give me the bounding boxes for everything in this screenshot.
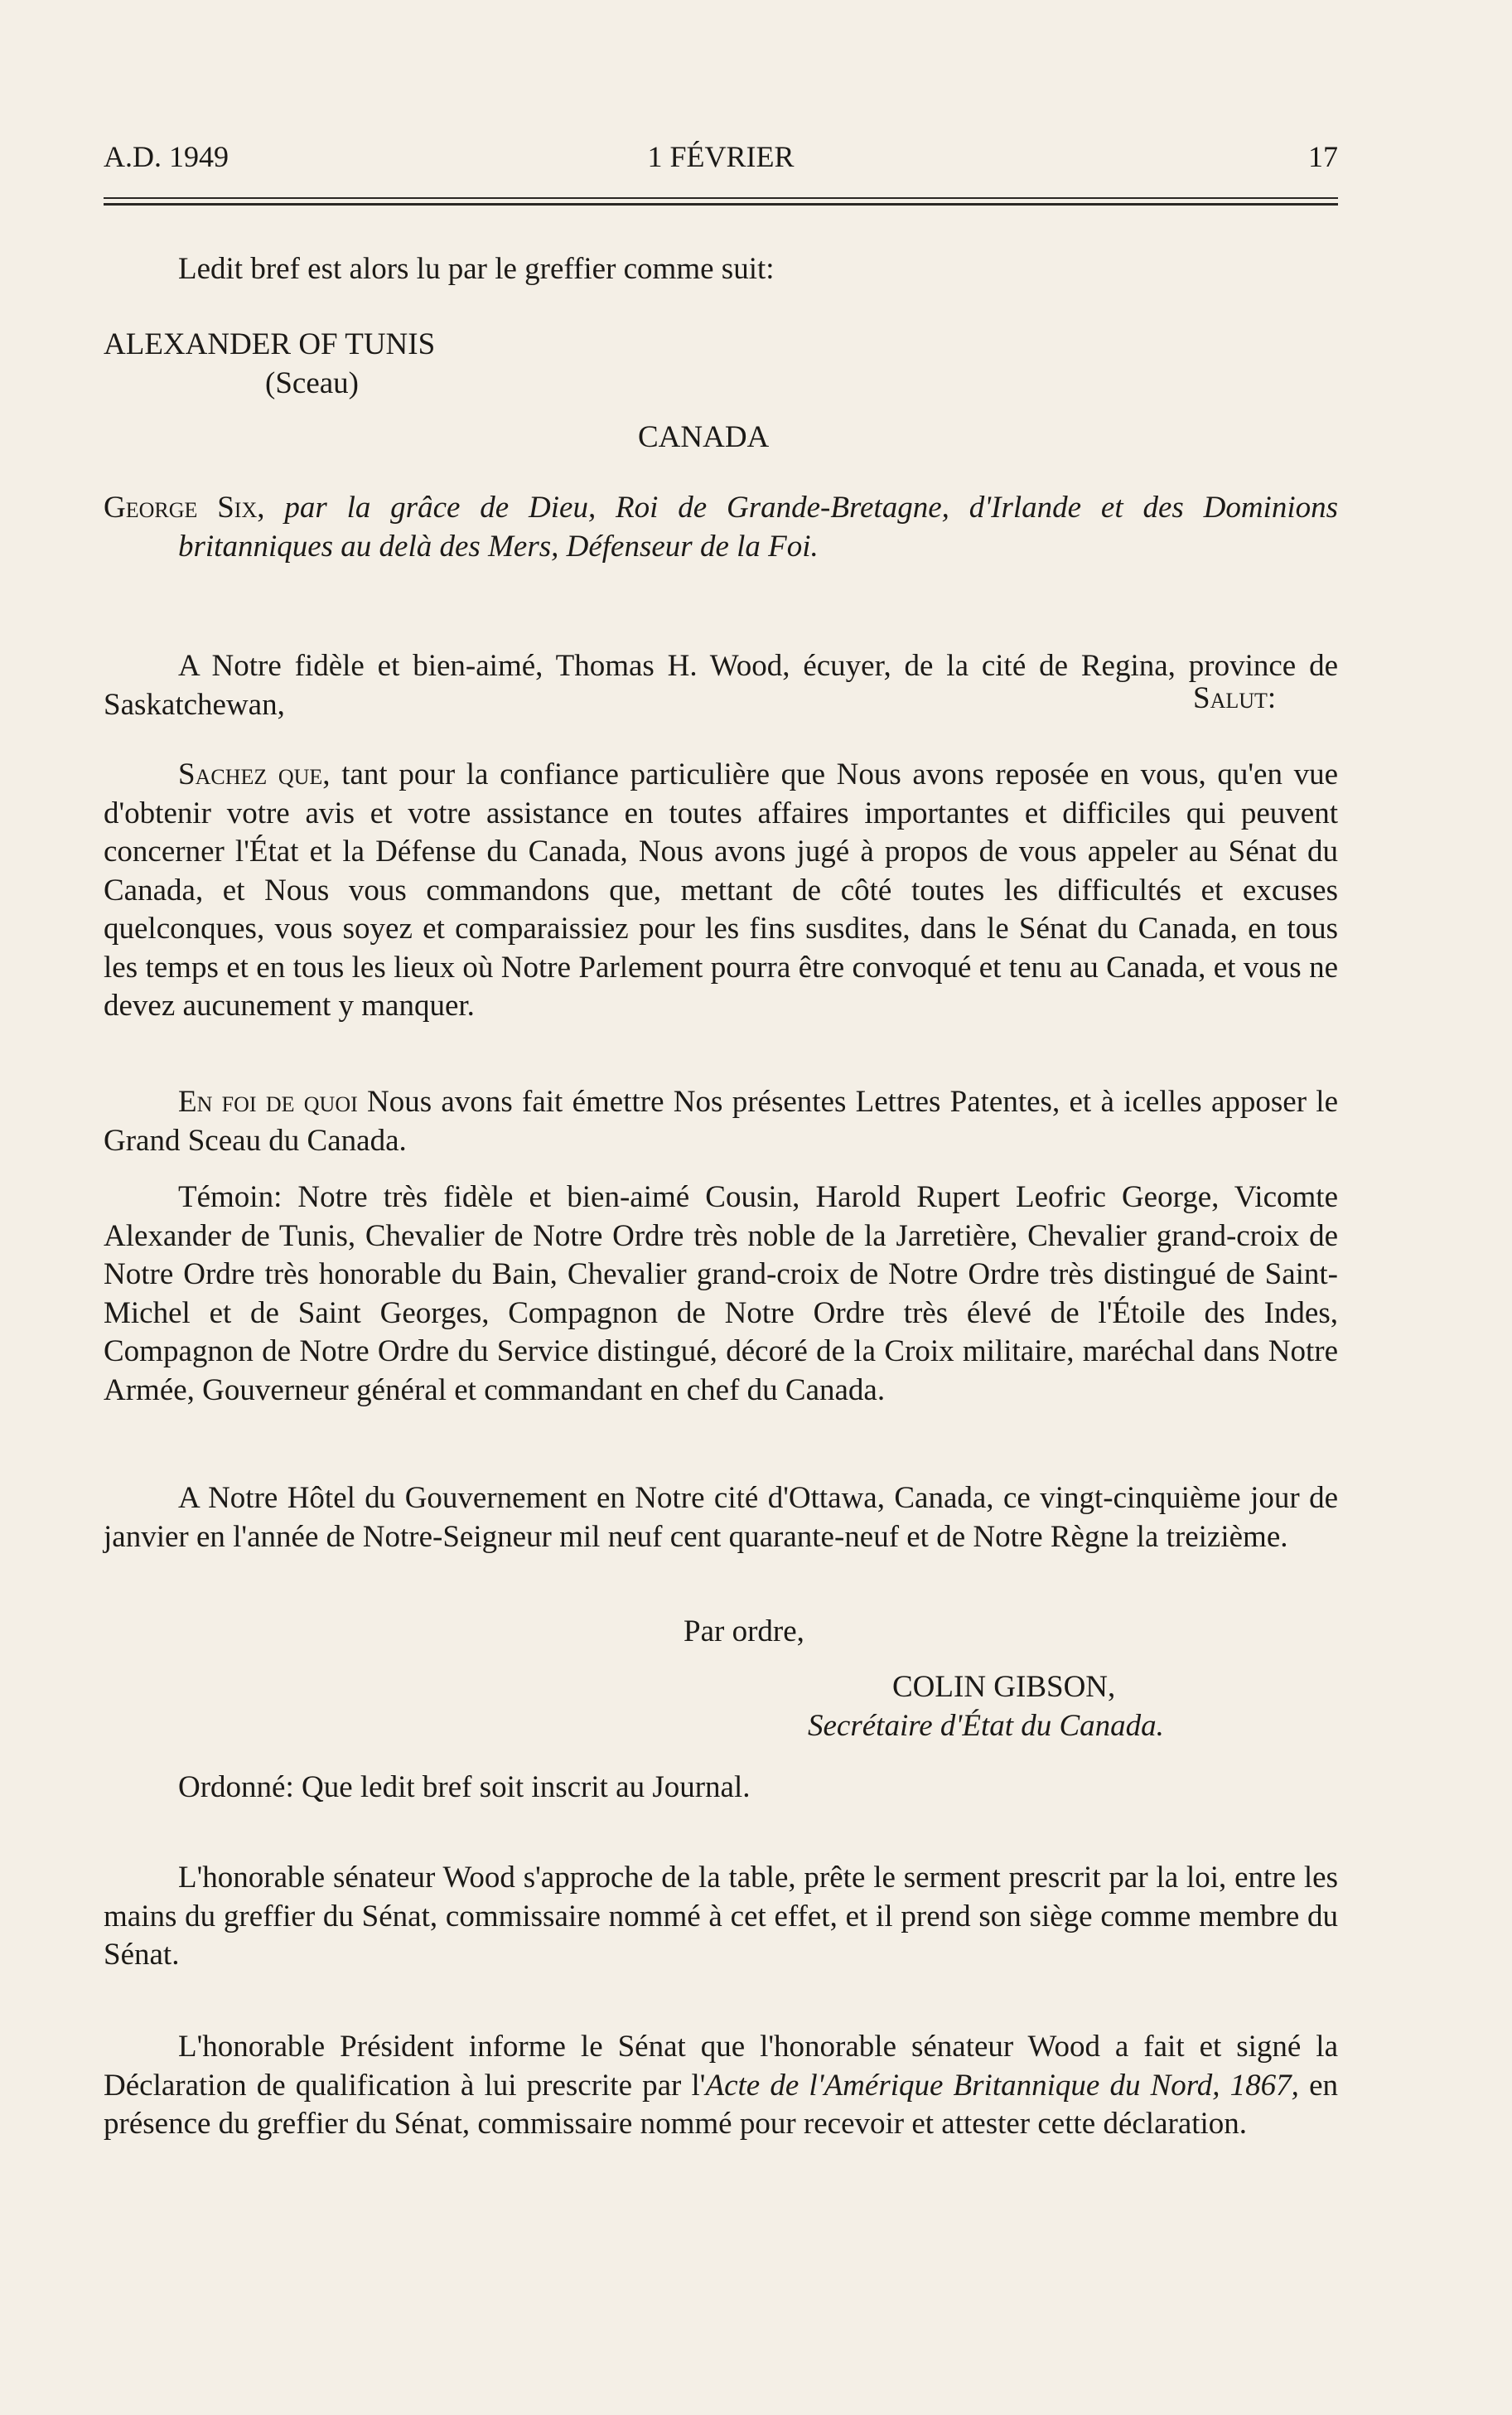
royal-title-text: par la grâce de Dieu, Roi de Grande-Bretagne, d'Irlande et des Dominions britanniques au delà des Mers, Défenseur de la Foi. xyxy=(178,491,1338,564)
header-rule-thick xyxy=(104,203,1338,206)
intro-line: Ledit bref est alors lu par le greffier comme suit: xyxy=(178,252,775,286)
seal-label: (Sceau) xyxy=(265,366,359,400)
signatory-top: ALEXANDER OF TUNIS xyxy=(104,327,436,361)
header-year: A.D. 1949 xyxy=(104,140,229,173)
signer-title: Secrétaire d'État du Canada. xyxy=(808,1709,1164,1743)
president-text-before: L'honorable Président informe le Sénat que l'honorable sénateur Wood a fait et signé la Déclaration de qualification à lui prescrite par l' xyxy=(104,2030,1338,2103)
salut-line: Salut: xyxy=(1193,681,1277,715)
hotel-paragraph: A Notre Hôtel du Gouvernement en Notre cité d'Ottawa, Canada, ce vingt-cinquième jour de janvier en l'année de Notre-Seigneur mil neuf cent quarante-neuf et de Notre Règne la treizième. xyxy=(104,1481,1338,1554)
en-foi-text: Nous avons fait émettre Nos présentes Lettres Patentes, et à icelles apposer le Grand Sceau du Canada. xyxy=(104,1085,1338,1158)
temoin-paragraph: Témoin: Notre très fidèle et bien-aimé Cousin, Harold Rupert Leofric George, Vicomte Alexander de Tunis, Chevalier de Notre Ordre très noble de la Jarretière, Chevalier grand-croix de Notre Ordre très honorable du Bain, Chevalier grand-croix de Notre Ordre très distingué de Saint-Michel et de Saint Georges, Compagnon de Notre Ordre très élevé de l'Étoile des Indes, Compagnon de Notre Ordre du Service distingué, décoré de la Croix militaire, maréchal dans Notre Armée, Gouverneur général et commandant en chef du Canada. xyxy=(104,1180,1338,1407)
royal-title xyxy=(104,489,1338,566)
header-page-number: 17 xyxy=(1308,140,1338,173)
addressee-paragraph: A Notre fidèle et bien-aimé, Thomas H. Wood, écuyer, de la cité de Regina, province de Saskatchewan, xyxy=(104,649,1338,722)
president-act-title: Acte de l'Amérique Britannique du Nord, 1867, xyxy=(705,2068,1299,2103)
page-header xyxy=(104,139,1338,181)
ordonne-line: Ordonné: Que ledit bref soit inscrit au Journal. xyxy=(178,1770,751,1804)
sachez-lead: Sachez que, xyxy=(178,757,331,791)
header-rule-thin xyxy=(104,197,1338,199)
royal-name: George Six, xyxy=(104,491,265,525)
header-date: 1 FÉVRIER xyxy=(647,140,795,173)
signer-name: COLIN GIBSON, xyxy=(892,1670,1116,1704)
country-heading: CANADA xyxy=(638,420,770,454)
en-foi-paragraph xyxy=(104,1083,1338,1160)
oath-paragraph: L'honorable sénateur Wood s'approche de la table, prête le serment prescrit par la loi, entre les mains du greffier du Sénat, commissaire nommé à cet effet, et il prend son siège comme membre du Sénat. xyxy=(104,1861,1338,1972)
sachez-paragraph xyxy=(104,756,1338,1026)
par-ordre: Par ordre, xyxy=(684,1614,804,1648)
president-paragraph xyxy=(104,2028,1338,2144)
sachez-text: tant pour la confiance particulière que Nous avons reposée en vous, qu'en vue d'obtenir votre avis et votre assistance en toutes affaires importantes et difficiles qui peuvent concerner l'État et la Défense du Canada, Nous avons jugé à propos de vous appeler au Sénat du Canada, et Nous vous commandons que, mettant de côté toutes les difficultés et excuses quelconques, vous soyez et comparaissiez pour les fins susdites, dans le Sénat du Canada, en tous les temps et en tous les lieux où Notre Parlement pourra être convoqué et tenu au Canada, et vous ne devez aucunement y manquer. xyxy=(104,757,1339,1023)
en-foi-lead: En foi de quoi xyxy=(178,1085,358,1119)
president-text-after: en présence du greffier du Sénat, commissaire nommé pour recevoir et attester cette déclaration. xyxy=(104,2068,1338,2141)
